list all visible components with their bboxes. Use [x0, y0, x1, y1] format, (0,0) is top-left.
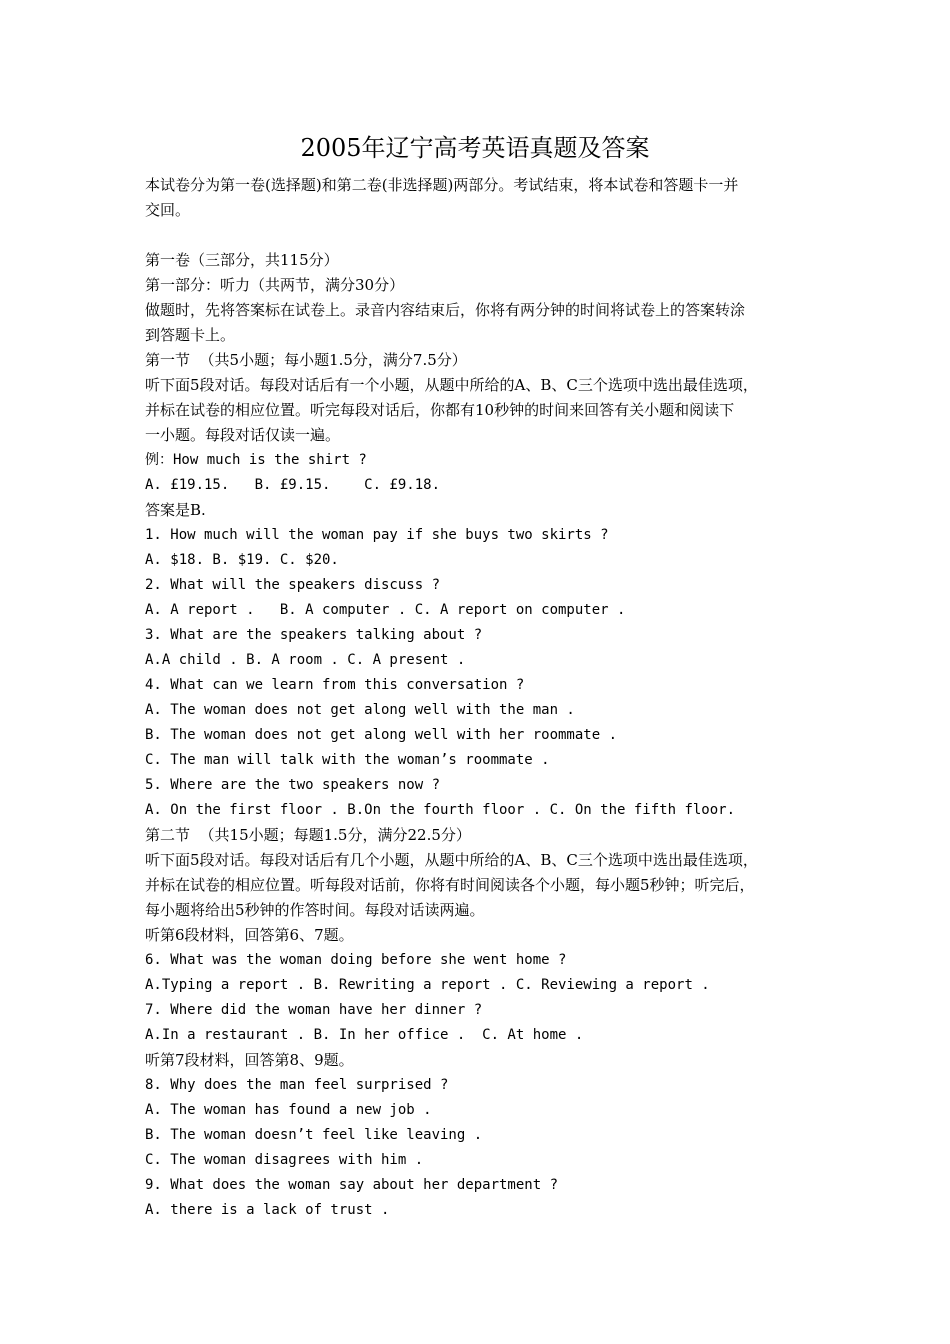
text-line: B. The woman does not get along well with her roommate .: [145, 727, 618, 743]
text-line: A. A report . B. A computer . C. A report on computer .: [145, 602, 626, 618]
text-line: 到答题卡上。: [145, 326, 236, 344]
text-line: 每小题将给出5秒钟的作答时间。每段对话读两遍。: [145, 901, 485, 919]
text-line: 并标在试卷的相应位置。听完每段对话后，你都有10秒钟的时间来回答有关小题和阅读下: [145, 401, 735, 419]
text-line: 一小题。每段对话仅读一遍。: [145, 426, 341, 444]
text-line: 第二节 （共15小题；每题1.5分，满分22.5分）: [145, 826, 471, 844]
text-line: 做题时，先将答案标在试卷上。录音内容结束后，你将有两分钟的时间将试卷上的答案转涂: [145, 301, 746, 319]
document-body: [145, 173, 815, 1223]
text-line: 4. What can we learn from this conversation ?: [145, 677, 525, 693]
text-line: 第一部分：听力（共两节，满分30分）: [145, 276, 405, 294]
text-line: 第一卷（三部分，共115分）: [145, 251, 339, 269]
text-line: C. The woman disagrees with him .: [145, 1152, 424, 1168]
text-line: 听第6段材料，回答第6、7题。: [145, 926, 354, 944]
text-line: 听第7段材料，回答第8、9题。: [145, 1051, 354, 1069]
text-line: 听下面5段对话。每段对话后有一个小题，从题中所给的A、B、C三个选项中选出最佳选项，: [145, 376, 758, 394]
text-line: C. The man will talk with the woman’s roommate .: [145, 752, 550, 768]
text-line: 答案是B.: [145, 501, 206, 519]
text-line: 8. Why does the man feel surprised ?: [145, 1077, 449, 1093]
blank-line: [145, 223, 815, 248]
text-line: A.In a restaurant . B. In her office . C. At home .: [145, 1027, 584, 1043]
text-line: A.A child . B. A room . C. A present .: [145, 652, 466, 668]
text-line: 7. Where did the woman have her dinner ?: [145, 1002, 483, 1018]
page-title: 2005年辽宁高考英语真题及答案: [300, 134, 650, 162]
text-line: 3. What are the speakers talking about ?: [145, 627, 483, 643]
text-line: B. The woman doesn’t feel like leaving .: [145, 1127, 483, 1143]
text-line: 5. Where are the two speakers now ?: [145, 777, 441, 793]
text-line: A. The woman has found a new job .: [145, 1102, 432, 1118]
text-line: 1. How much will the woman pay if she buys two skirts ?: [145, 527, 609, 543]
text-line: A. On the first floor . B.On the fourth floor . C. On the fifth floor.: [145, 802, 736, 818]
text-line: 9. What does the woman say about her department ?: [145, 1177, 559, 1193]
text-line: 本试卷分为第一卷(选择题)和第二卷(非选择题)两部分。考试结束，将本试卷和答题卡一并: [145, 176, 739, 194]
text-line: 交回。: [145, 201, 191, 219]
text-line: 2. What will the speakers discuss ?: [145, 577, 441, 593]
text-line: 6. What was the woman doing before she went home ?: [145, 952, 567, 968]
text-line: A. £19.15. B. £9.15. C. £9.18.: [145, 477, 441, 493]
text-line: A. The woman does not get along well with the man .: [145, 702, 575, 718]
text-line: 例：How much is the shirt ?: [145, 452, 367, 468]
text-line: A. there is a lack of trust .: [145, 1202, 390, 1218]
text-line: A.Typing a report . B. Rewriting a report . C. Reviewing a report .: [145, 977, 710, 993]
text-line: 第一节 （共5小题；每小题1.5分，满分7.5分）: [145, 351, 467, 369]
text-line: 听下面5段对话。每段对话后有几个小题，从题中所给的A、B、C三个选项中选出最佳选项，: [145, 851, 758, 869]
text-line: A. $18. B. $19. C. $20.: [145, 552, 339, 568]
text-line: 并标在试卷的相应位置。听每段对话前，你将有时间阅读各个小题，每小题5秒钟；听完后，: [145, 876, 755, 894]
